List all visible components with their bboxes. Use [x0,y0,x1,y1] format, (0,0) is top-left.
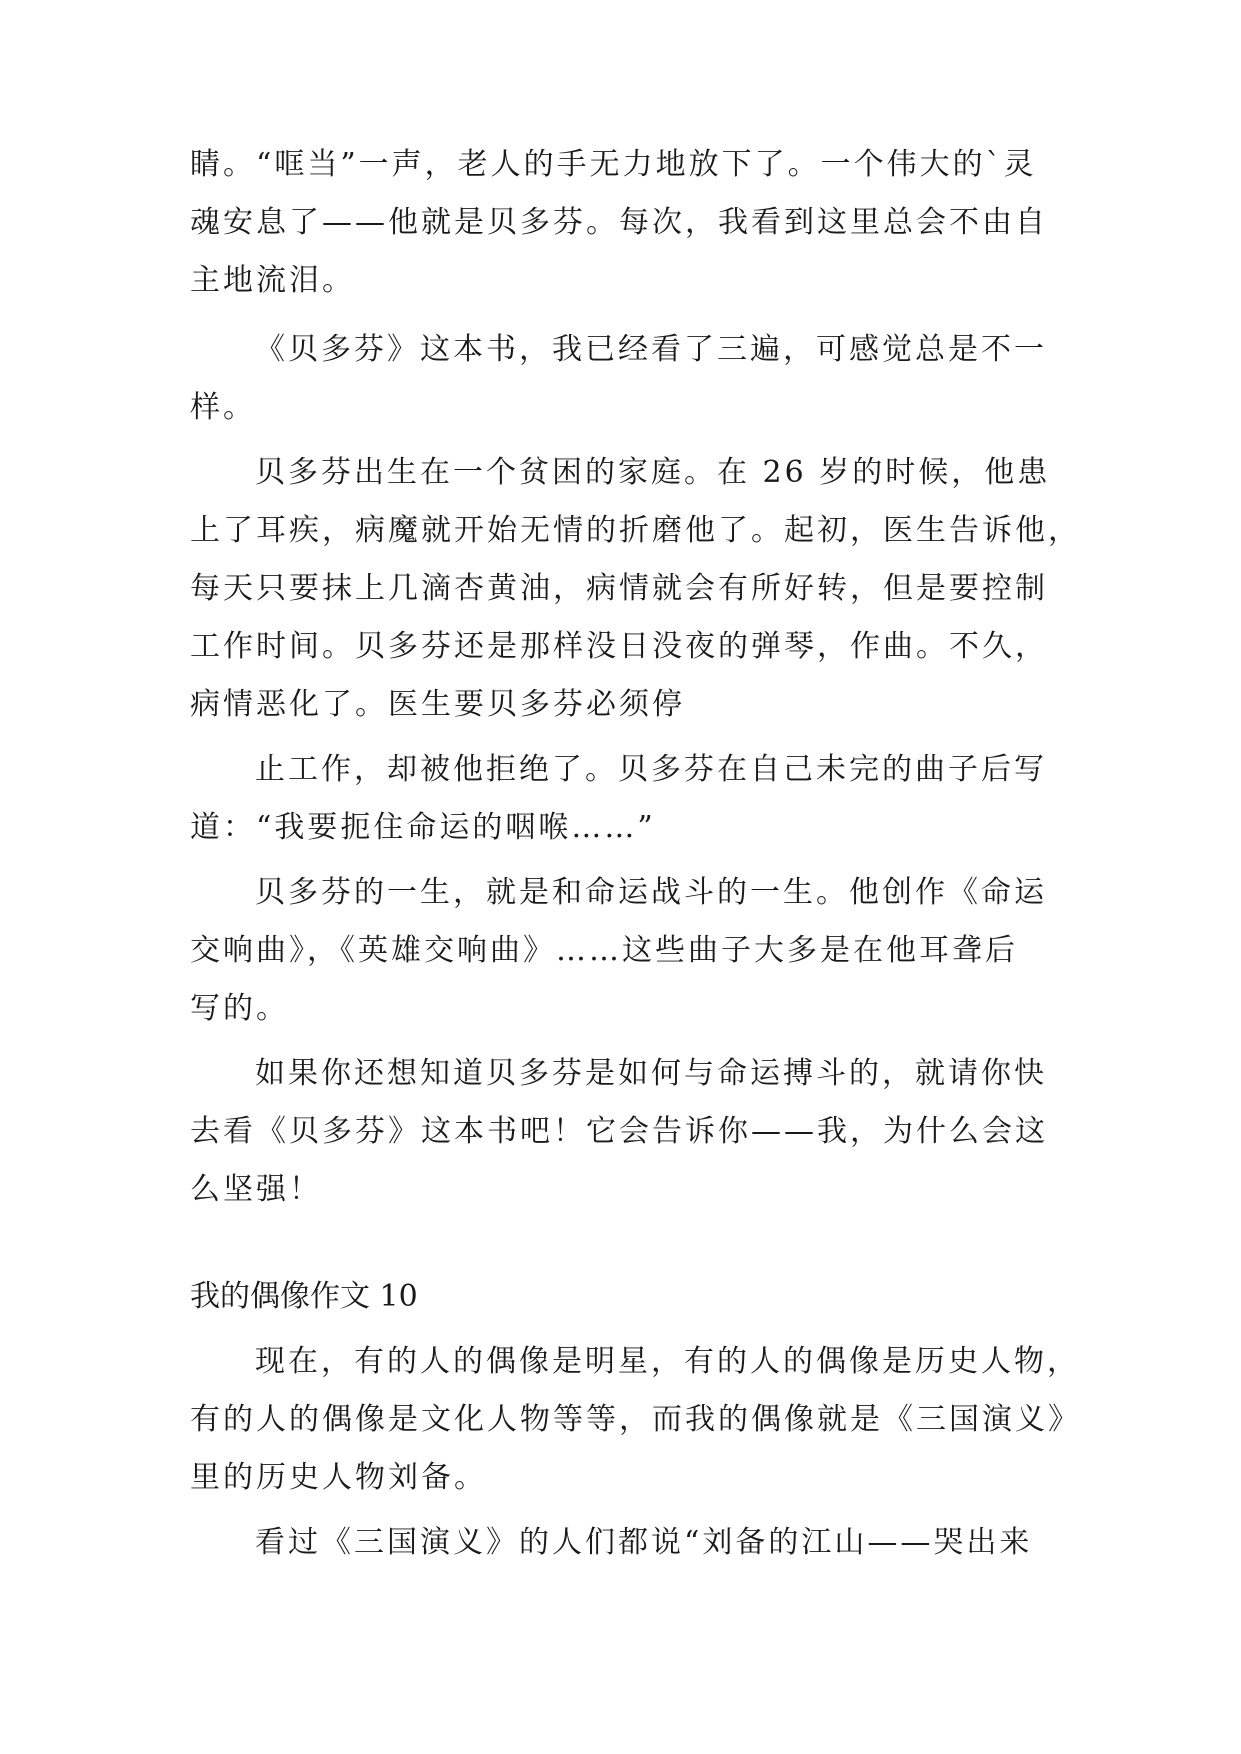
text-line: 看过《三国演义》的人们都说“刘备的江山——哭出来 [255,1525,1033,1560]
text-line: 止工作，却被他拒绝了。贝多芬在自己未完的曲子后写 [255,752,1047,787]
text-line: 工作时间。贝多芬还是那样没日没夜的弹琴，作曲。不久， [190,629,1048,664]
text-line: 贝多芬出生在一个贫困的家庭。在 26 岁的时候，他患 [255,455,1051,490]
text-line: 么坚强！ [190,1172,322,1207]
text-line: 主地流泪。 [190,263,355,298]
text-line: 每天只要抹上几滴杏黄油，病情就会有所好转，但是要控制 [190,571,1048,606]
text-line: 如果你还想知道贝多芬是如何与命运搏斗的，就请你快 [255,1056,1047,1091]
text-line: 道：“我要扼住命运的咽喉……” [190,810,656,845]
text-line: 有的人的偶像是文化人物等等，而我的偶像就是《三国演义》 [190,1402,1081,1437]
text-line: 病情恶化了。医生要贝多芬必须停 [190,687,685,722]
text-line: 现在，有的人的偶像是明星，有的人的偶像是历史人物， [255,1344,1080,1379]
text-line: 写的。 [190,991,289,1026]
text-line: 睛。“哐当”一声，老人的手无力地放下了。一个伟大的`灵 [190,147,1037,182]
text-line: 魂安息了——他就是贝多芬。每次，我看到这里总会不由自 [190,205,1048,240]
text-line: 上了耳疾，病魔就开始无情的折磨他了。起初，医生告诉他， [190,513,1081,548]
text-line: 交响曲》，《英雄交响曲》……这些曲子大多是在他耳聋后 [190,933,1018,968]
section-heading: 我的偶像作文 10 [190,1279,418,1314]
text-line: 样。 [190,390,256,425]
text-line: 去看《贝多芬》这本书吧！它会告诉你——我，为什么会这 [190,1114,1048,1149]
text-line: 《贝多芬》这本书，我已经看了三遍，可感觉总是不一 [255,332,1047,367]
text-line: 里的历史人物刘备。 [190,1460,487,1495]
text-line: 贝多芬的一生，就是和命运战斗的一生。他创作《命运 [255,875,1047,910]
